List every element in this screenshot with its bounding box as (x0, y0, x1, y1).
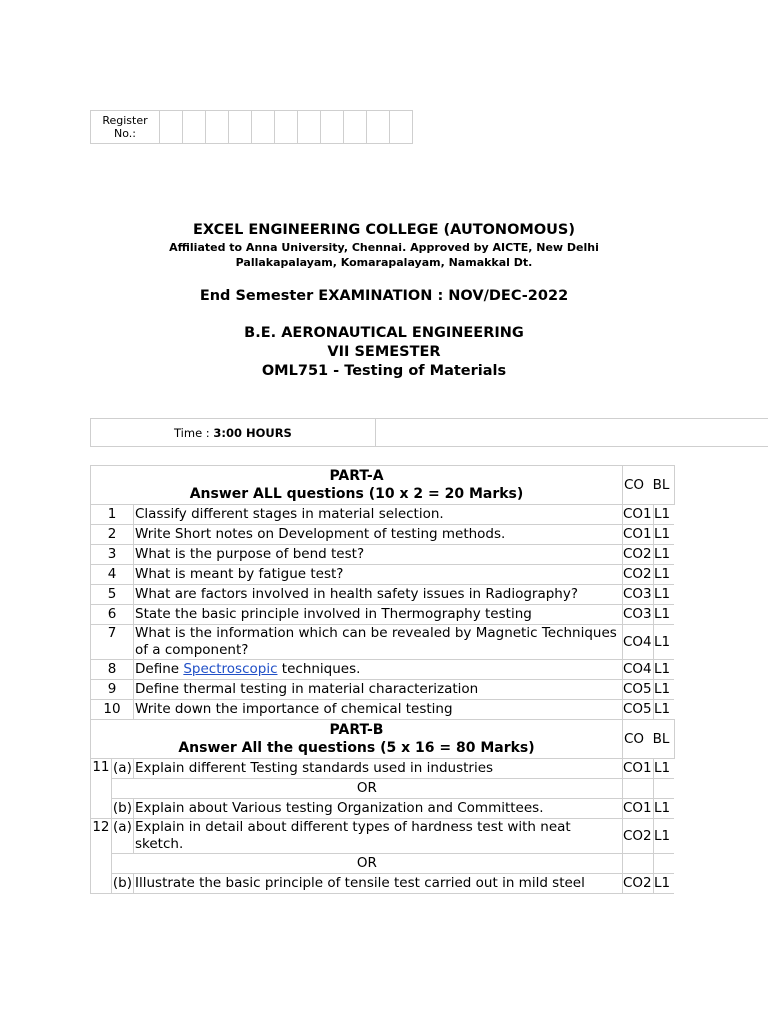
question-bl: L1 (654, 625, 675, 660)
question-text: Write Short notes on Development of testing methods. (134, 525, 623, 545)
question-bl: L1 (654, 680, 675, 700)
table-row (91, 625, 675, 660)
question-bl: L1 (654, 565, 675, 585)
question-co: CO2 (623, 565, 654, 585)
question-text-before: Define (135, 661, 184, 677)
question-text-after: techniques. (277, 661, 361, 677)
question-bl: L1 (654, 585, 675, 605)
question-text: What is meant by fatigue test? (134, 565, 623, 585)
subquestion-label: (b) (111, 874, 133, 894)
question-number: 4 (91, 565, 134, 585)
part-b-instruction: Answer All the questions (5 x 16 = 80 Marks) (178, 740, 535, 756)
question-co: CO3 (623, 585, 654, 605)
empty-cell (623, 854, 654, 874)
question-co: CO3 (623, 605, 654, 625)
affiliation-line: Affiliated to Anna University, Chennai. Approved by AICTE, New Delhi (169, 241, 599, 254)
register-label: Register No.: (91, 111, 160, 144)
question-co: CO4 (623, 660, 654, 680)
subquestion-label: (a) (111, 819, 133, 854)
subquestion-label: (b) (111, 799, 133, 819)
or-separator: OR (111, 854, 622, 874)
question-co: CO1 (623, 525, 654, 545)
spectroscopic-link[interactable]: Spectroscopic (183, 661, 278, 677)
register-digit-box (275, 111, 298, 144)
question-co: CO5 (623, 680, 654, 700)
question-bl: L1 (654, 700, 675, 720)
question-text: Explain about Various testing Organization and Committees. (134, 799, 623, 819)
question-number: 6 (91, 605, 134, 625)
question-text: Define thermal testing in material characterization (134, 680, 623, 700)
question-co: CO1 (623, 759, 654, 779)
bl-header: BL (652, 476, 670, 493)
question-text: Explain different Testing standards used in industries (134, 759, 623, 779)
question-number: 12 (91, 819, 112, 894)
time-value: 3:00 HOURS (213, 426, 292, 440)
bl-header: BL (652, 730, 670, 747)
register-digit-box (160, 111, 183, 144)
question-text: Classify different stages in material selection. (134, 505, 623, 525)
co-header: CO (624, 730, 645, 747)
question-co: CO5 (623, 700, 654, 720)
course-title: OML751 - Testing of Materials (261, 363, 507, 379)
co-header: CO (624, 476, 645, 493)
question-number: 10 (91, 700, 134, 720)
question-number: 3 (91, 545, 134, 565)
question-text: Illustrate the basic principle of tensile test carried out in mild steel (134, 874, 623, 894)
question-text: What is the purpose of bend test? (134, 545, 623, 565)
register-digit-box (252, 111, 275, 144)
question-text: Explain in detail about different types of hardness test with neat sketch. (134, 819, 623, 854)
table-row (91, 505, 675, 525)
subquestion-label: (a) (111, 759, 133, 779)
part-b-heading (91, 720, 623, 759)
table-row (91, 660, 675, 680)
college-name: EXCEL ENGINEERING COLLEGE (AUTONOMOUS) (193, 222, 575, 238)
department-title: B.E. AERONAUTICAL ENGINEERING (244, 325, 524, 341)
semester-title: VII SEMESTER (327, 344, 441, 360)
part-a-header-row (91, 466, 675, 505)
question-bl: L1 (654, 605, 675, 625)
question-text (134, 660, 623, 680)
empty-cell (654, 779, 675, 799)
register-digit-box (344, 111, 367, 144)
or-separator: OR (111, 779, 622, 799)
table-row (91, 854, 675, 874)
register-digit-box (367, 111, 390, 144)
register-digit-box (298, 111, 321, 144)
question-number: 9 (91, 680, 134, 700)
table-row (91, 585, 675, 605)
question-number: 11 (91, 759, 112, 819)
part-b-header-row (91, 720, 675, 759)
question-bl: L1 (654, 505, 675, 525)
part-b-title: PART-B (329, 722, 384, 738)
register-number-table (90, 110, 413, 144)
table-row (91, 700, 675, 720)
question-table (90, 465, 675, 894)
question-text: State the basic principle involved in Thermography testing (134, 605, 623, 625)
question-number: 1 (91, 505, 134, 525)
table-row (91, 565, 675, 585)
question-co: CO2 (623, 874, 654, 894)
table-row (91, 680, 675, 700)
table-row (91, 605, 675, 625)
question-bl: L1 (654, 819, 675, 854)
exam-title: End Semester EXAMINATION : NOV/DEC-2022 (199, 288, 569, 304)
question-text: Write down the importance of chemical testing (134, 700, 623, 720)
question-bl: L1 (654, 545, 675, 565)
table-row (91, 799, 675, 819)
question-bl: L1 (654, 874, 675, 894)
register-digit-box (229, 111, 252, 144)
question-number: 8 (91, 660, 134, 680)
question-text: What is the information which can be revealed by Magnetic Techniques of a component? (134, 625, 623, 660)
co-bl-header (623, 466, 675, 505)
question-number: 2 (91, 525, 134, 545)
question-co: CO2 (623, 545, 654, 565)
question-co: CO4 (623, 625, 654, 660)
table-row (91, 545, 675, 565)
question-number: 7 (91, 625, 134, 660)
co-bl-header (623, 720, 675, 759)
question-number: 5 (91, 585, 134, 605)
question-bl: L1 (654, 759, 675, 779)
table-row (91, 874, 675, 894)
question-co: CO1 (623, 505, 654, 525)
table-row (91, 819, 675, 854)
time-label: Time : (174, 426, 214, 440)
part-a-instruction: Answer ALL questions (10 x 2 = 20 Marks) (189, 486, 524, 502)
question-bl: L1 (654, 660, 675, 680)
register-digit-box (390, 111, 413, 144)
question-bl: L1 (654, 799, 675, 819)
address-line: Pallakapalayam, Komarapalayam, Namakkal Dt. (235, 256, 533, 269)
empty-cell (654, 854, 675, 874)
question-co: CO1 (623, 799, 654, 819)
question-bl: L1 (654, 525, 675, 545)
time-bar-divider (375, 419, 376, 446)
time-info (174, 426, 292, 440)
question-co: CO2 (623, 819, 654, 854)
register-digit-box (206, 111, 229, 144)
table-row (91, 779, 675, 799)
part-a-heading (91, 466, 623, 505)
part-a-title: PART-A (329, 468, 384, 484)
question-text: What are factors involved in health safety issues in Radiography? (134, 585, 623, 605)
register-digit-box (321, 111, 344, 144)
table-row (91, 525, 675, 545)
empty-cell (623, 779, 654, 799)
register-digit-box (183, 111, 206, 144)
table-row (91, 759, 675, 779)
time-bar (90, 418, 768, 447)
